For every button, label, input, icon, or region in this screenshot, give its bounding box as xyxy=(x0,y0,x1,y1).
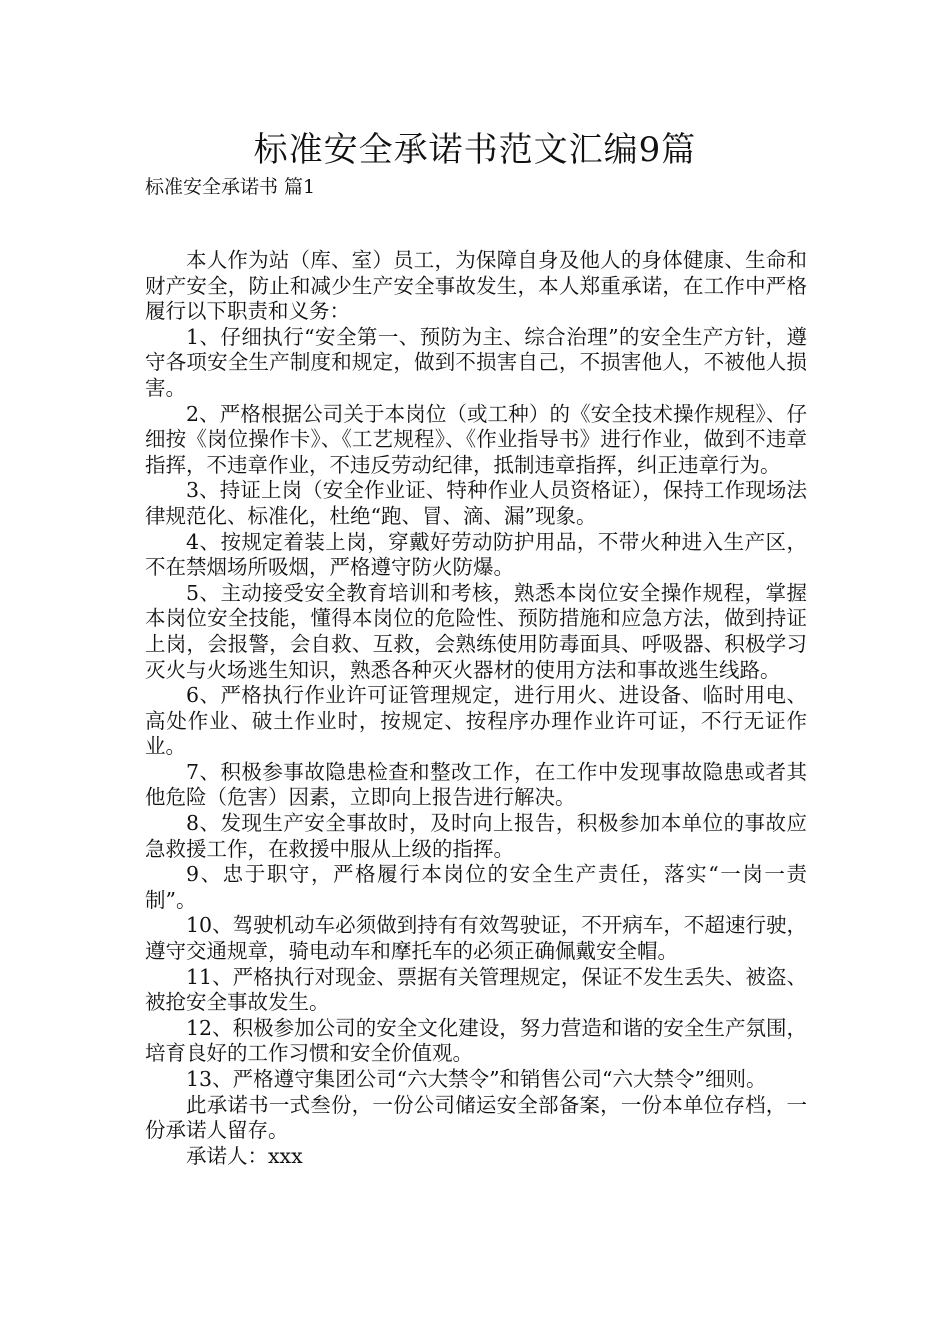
copies-note: 此承诺书一式叁份，一份公司储运安全部备案，一份本单位存档，一份承诺人留存。 xyxy=(145,1092,807,1143)
intro-paragraph: 本人作为站（库、室）员工，为保障自身及他人的身体健康、生命和财产安全，防止和减少生产安全事故发生，本人郑重承诺，在工作中严格履行以下职责和义务： xyxy=(145,248,807,324)
clause-1: 1、仔细执行“安全第一、预防为主、综合治理”的安全生产方针，遵守各项安全生产制度和规定，做到不损害自己，不损害他人，不被他人损害。 xyxy=(145,324,807,400)
section-heading: 标准安全承诺书 篇1 xyxy=(145,176,316,198)
clause-8: 8、发现生产安全事故时，及时向上报告，积极参加本单位的事故应急救援工作，在救援中服从上级的指挥。 xyxy=(145,811,807,861)
clause-5: 5、主动接受安全教育培训和考核，熟悉本岗位安全操作规程，掌握本岗位安全技能，懂得本岗位的危险性、预防措施和应急方法，做到持证上岗，会报警，会自救、互救，会熟练使用防毒面具、呼吸器、积极学习灭火与火场逃生知识，熟悉各种灭火器材的使用方法和事故逃生线路。 xyxy=(145,580,807,682)
document-title: 标准安全承诺书范文汇编9篇 xyxy=(253,130,697,170)
clause-11: 11、严格执行对现金、票据有关管理规定，保证不发生丢失、被盗、被抢安全事故发生。 xyxy=(145,964,807,1015)
clause-6: 6、严格执行作业许可证管理规定，进行用火、进设备、临时用电、高处作业、破土作业时，按规定、按程序办理作业许可证，不行无证作业。 xyxy=(145,683,807,759)
clause-12: 12、积极参加公司的安全文化建设，努力营造和谐的安全生产氛围，培育良好的工作习惯和安全价值观。 xyxy=(145,1015,807,1066)
clause-10: 10、驾驶机动车必须做到持有有效驾驶证，不开病车，不超速行驶，遵守交通规章，骑电动车和摩托车的必须正确佩戴安全帽。 xyxy=(145,913,807,964)
signatory-line: 承诺人：xxx xyxy=(186,1143,303,1168)
clause-2: 2、严格根据公司关于本岗位（或工种）的《安全技术操作规程》、仔细按《岗位操作卡》、《工艺规程》、《作业指导书》进行作业，做到不违章指挥，不违章作业，不违反劳动纪律，抵制违章指挥，纠正违章行为。 xyxy=(145,401,807,477)
clause-9: 9、忠于职守，严格履行本岗位的安全生产责任，落实“一岗一责制”。 xyxy=(145,862,807,912)
clause-4: 4、按规定着装上岗，穿戴好劳动防护用品，不带火种进入生产区，不在禁烟场所吸烟，严格遵守防火防爆。 xyxy=(145,529,807,580)
document-body xyxy=(145,248,807,1169)
clause-7: 7、积极参事故隐患检查和整改工作，在工作中发现事故隐患或者其他危险（危害）因素，立即向上报告进行解决。 xyxy=(145,759,807,810)
clause-3: 3、持证上岗（安全作业证、特种作业人员资格证），保持工作现场法律规范化、标准化，杜绝“跑、冒、滴、漏”现象。 xyxy=(145,478,807,528)
clause-13: 13、严格遵守集团公司“六大禁令”和销售公司“六大禁令”细则。 xyxy=(186,1067,767,1091)
